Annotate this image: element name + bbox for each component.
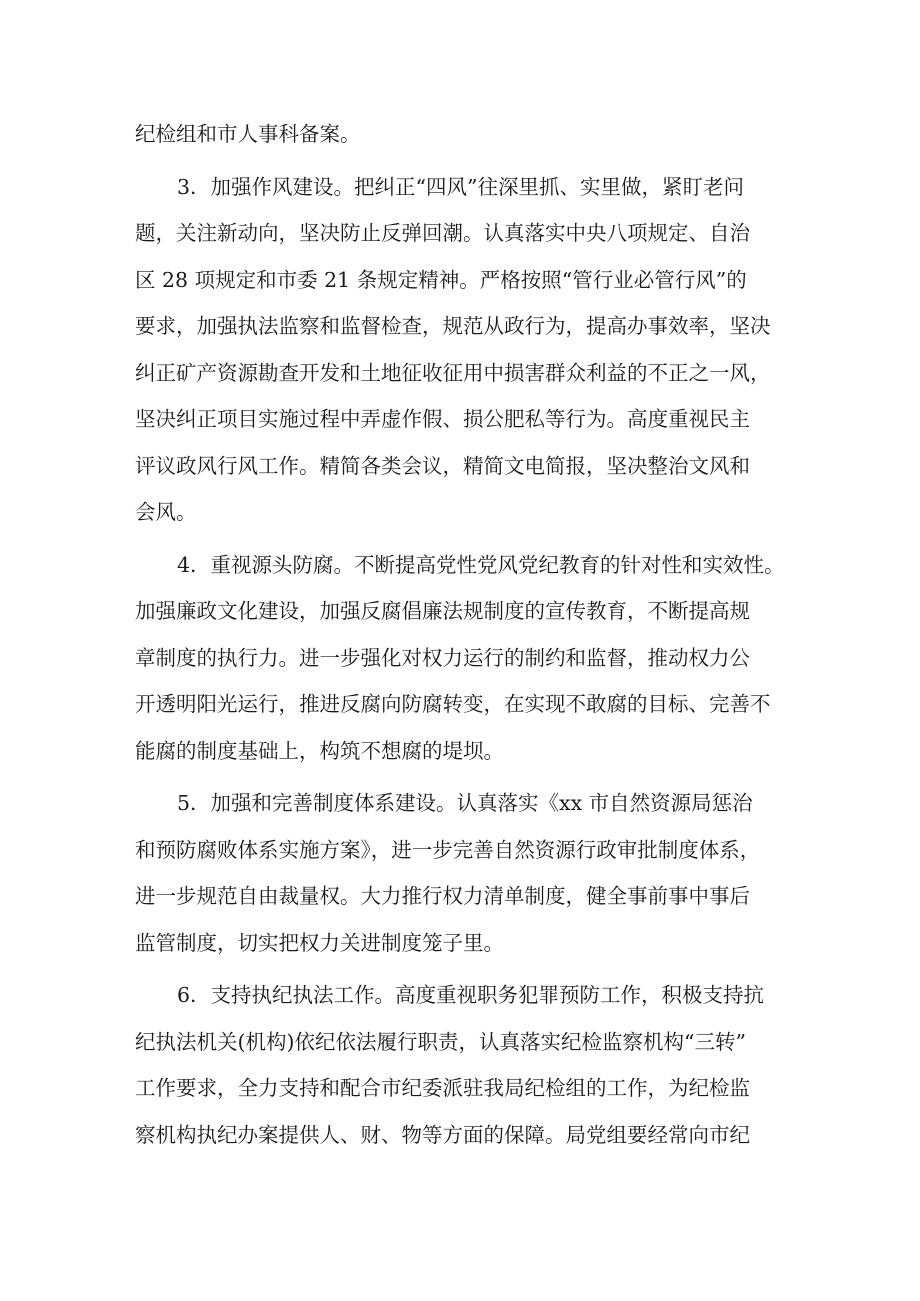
text-line: 纪检组和市人事科备案。	[135, 122, 361, 146]
text-line: 评议政风行风工作。精简各类会议，精简文电简报，坚决整治文风和	[135, 453, 750, 478]
text-line: 察机构执纪办案提供人、财、物等方面的保障。局党组要经常向市纪	[135, 1122, 750, 1147]
text-line: 纪执法机关(机构)依纪依法履行职责，认真落实纪检监察机构“三转”	[135, 1029, 746, 1054]
paragraph-6-heading-line: 6．支持执纪执法工作。高度重视职务犯罪预防工作，积极支持抗	[177, 983, 765, 1007]
text-line: 进一步规范自由裁量权。大力推行权力清单制度，健全事前事中事后	[135, 884, 750, 908]
text-line: 纠正矿产资源勘查开发和土地征收征用中损害群众利益的不正之一风，	[135, 360, 771, 385]
text-line: 开透明阳光运行，推进反腐向防腐转变，在实现不敢腐的目标、完善不	[135, 692, 771, 716]
text-line: 工作要求，全力支持和配合市纪委派驻我局纪检组的工作，为纪检监	[135, 1076, 750, 1100]
text-line: 区 28 项规定和市委 21 条规定精神。严格按照“管行业必管行风”的	[135, 267, 747, 292]
text-line: 题，关注新动向，坚决防止反弹回潮。认真落实中央八项规定、自治	[135, 221, 750, 245]
text-line: 加强廉政文化建设，加强反腐倡廉法规制度的宣传教育，不断提高规	[135, 599, 750, 623]
text-line: 会风。	[135, 500, 197, 524]
text-line: 要求，加强执法监察和监督检查，规范从政行为，提高办事效率，坚决	[135, 314, 771, 338]
text-line: 能腐的制度基础上，构筑不想腐的堤坝。	[135, 738, 504, 763]
document-body	[135, 111, 795, 1158]
text-line: 章制度的执行力。进一步强化对权力运行的制约和监督，推动权力公	[135, 645, 750, 670]
text-line: 和预防腐败体系实施方案》，进一步完善自然资源行政审批制度体系，	[135, 837, 761, 862]
paragraph-3-heading-line: 3．加强作风建设。把纠正“四风”往深里抓、实里做，紧盯老问	[177, 174, 745, 199]
text-line: 监管制度，切实把权力关进制度笼子里。	[135, 930, 504, 955]
paragraph-5-heading-line: 5．加强和完善制度体系建设。认真落实《xx 市自然资源局惩治	[177, 791, 753, 815]
paragraph-4-heading-line: 4．重视源头防腐。不断提高党性党风党纪教育的针对性和实效性。	[177, 552, 785, 577]
text-line: 坚决纠正项目实施过程中弄虚作假、损公肥私等行为。高度重视民主	[135, 407, 750, 431]
